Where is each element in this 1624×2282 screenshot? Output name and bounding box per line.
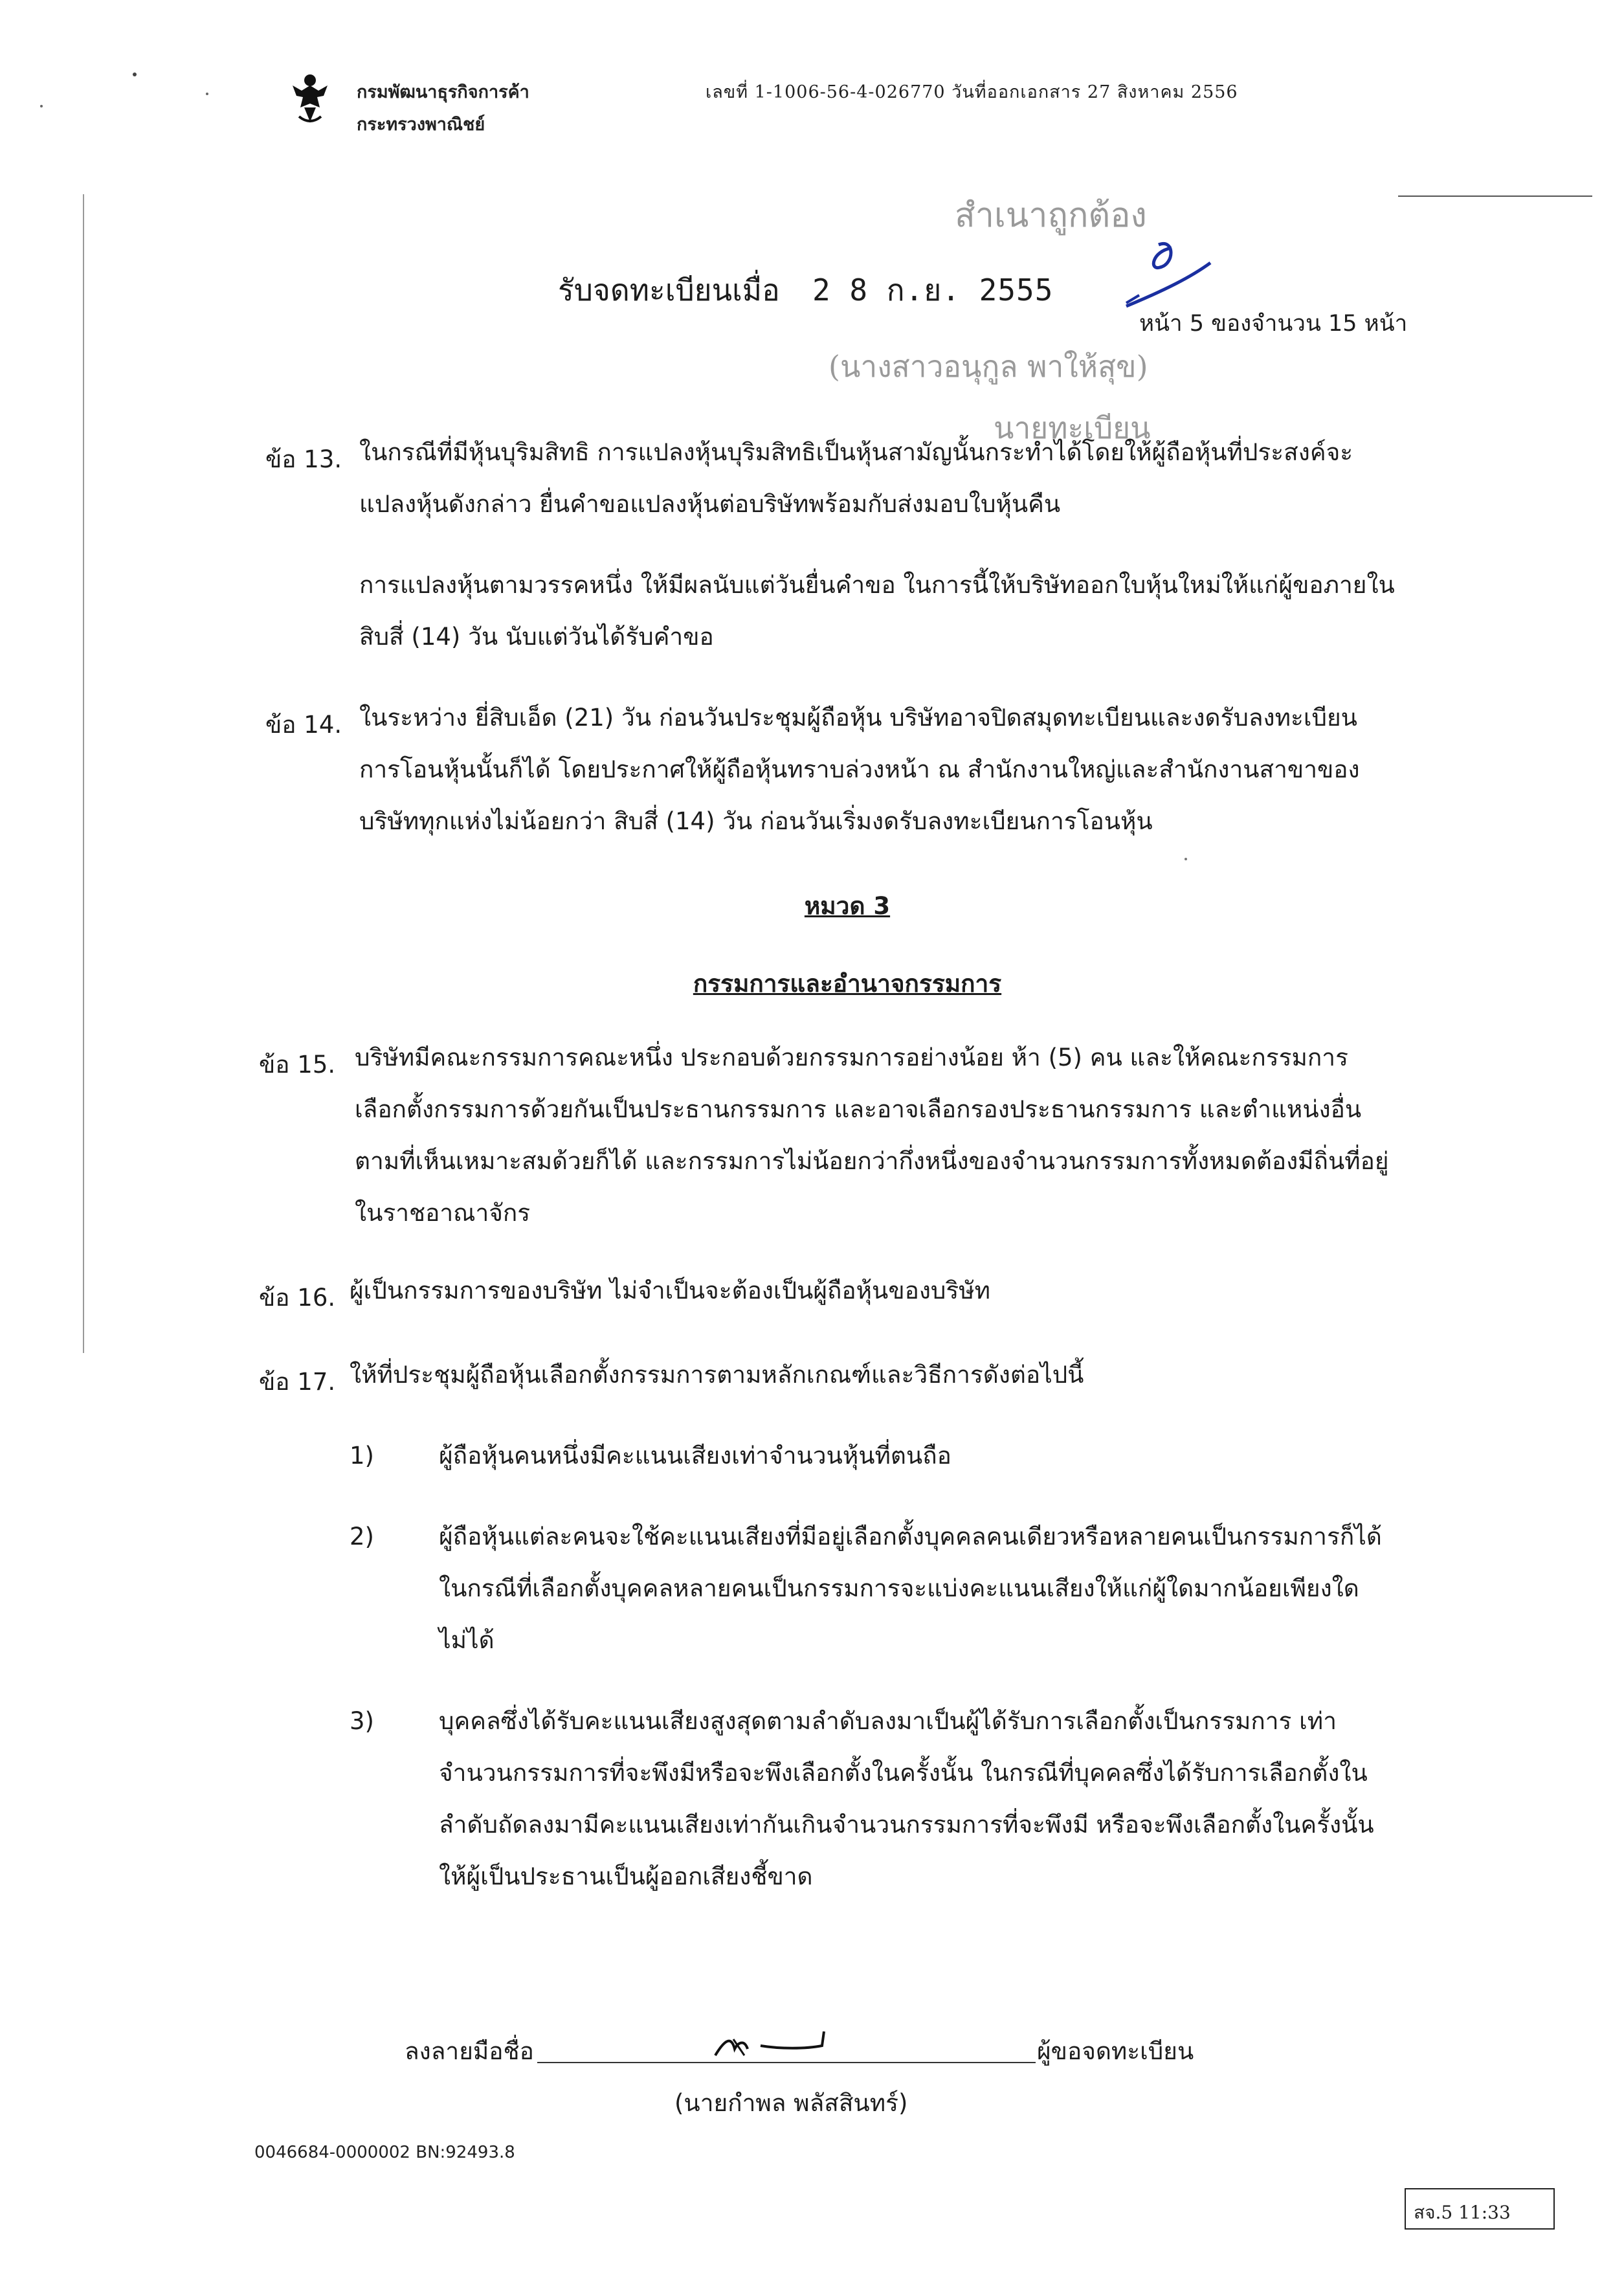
scan-speck bbox=[133, 73, 137, 76]
handwritten-signature bbox=[709, 2020, 838, 2065]
clause-13-line: ในกรณีที่มีหุ้นบุริมสิทธิ การแปลงหุ้นบุริมสิทธิเป็นหุ้นสามัญนั้นกระทำได้โดยให้ผู้ถือหุ้นที่ประสงค์จะ bbox=[359, 438, 1353, 466]
signatory-name: (นายกำพล พลัสสินทร์) bbox=[674, 2089, 908, 2117]
clause-17-item-line: ผู้ถือหุ้นแต่ละคนจะใช้คะแนนเสียงที่มีอยู่เลือกตั้งบุคคลคนเดียวหรือหลายคนเป็นกรรมการก็ได้ bbox=[439, 1523, 1382, 1550]
clause-17-item-number: 1) bbox=[350, 1442, 374, 1470]
clause-17-item-line: ในกรณีที่เลือกตั้งบุคคลหลายคนเป็นกรรมการจะแบ่งคะแนนเสียงให้แก่ผู้ใดมากน้อยเพียงใด bbox=[439, 1574, 1359, 1602]
clause-17-item-line: ผู้ถือหุ้นคนหนึ่งมีคะแนนเสียงเท่าจำนวนหุ้นที่ตนถือ bbox=[439, 1442, 951, 1470]
clause-15-line: เลือกตั้งกรรมการด้วยกันเป็นประธานกรรมการ และอาจเลือกรองประธานกรรมการ และตำแหน่งอื่น bbox=[355, 1095, 1362, 1123]
clause-16-line: ผู้เป็นกรรมการของบริษัท ไม่จำเป็นจะต้องเป็นผู้ถือหุ้นของบริษัท bbox=[350, 1277, 991, 1304]
clause-16-number: ข้อ 16. bbox=[259, 1284, 336, 1312]
clause-17-item-line: ลำดับถัดลงมามีคะแนนเสียงเท่ากันเกินจำนวนกรรมการที่จะพึงมี หรือจะพึงเลือกตั้งในครั้งนั้น bbox=[439, 1811, 1374, 1839]
clause-15-line: ในราชอาณาจักร bbox=[355, 1199, 531, 1227]
clause-15-line: บริษัทมีคณะกรรมการคณะหนึ่ง ประกอบด้วยกรรมการอย่างน้อย ห้า (5) คน และให้คณะกรรมการ bbox=[355, 1044, 1348, 1071]
clause-14-line: บริษัททุกแห่งไม่น้อยกว่า สิบสี่ (14) วัน ก่อนวันเริ่มงดรับลงทะเบียนการโอนหุ้น bbox=[359, 807, 1153, 835]
clause-17-item-line: ไม่ได้ bbox=[439, 1626, 495, 1654]
garuda-emblem-icon bbox=[290, 71, 330, 126]
clause-17-item-number: 2) bbox=[350, 1523, 374, 1550]
clause-14-line: การโอนหุ้นนั้นก็ได้ โดยประกาศให้ผู้ถือหุ้นทราบล่วงหน้า ณ สำนักงานใหญ่และสำนักงานสาขาของ bbox=[359, 755, 1360, 783]
clause-17-line: ให้ที่ประชุมผู้ถือหุ้นเลือกตั้งกรรมการตามหลักเกณฑ์และวิธีการดังต่อไปนี้ bbox=[350, 1361, 1084, 1389]
clause-13-para2-line: สิบสี่ (14) วัน นับแต่วันได้รับคำขอ bbox=[359, 623, 714, 651]
scan-speck bbox=[1185, 858, 1187, 860]
chapter-heading: หมวด 3 bbox=[804, 892, 891, 920]
clause-14-number: ข้อ 14. bbox=[265, 711, 342, 739]
scan-speck bbox=[206, 93, 208, 95]
page-number-info: หน้า 5 ของจำนวน 15 หน้า bbox=[1139, 311, 1408, 337]
registration-label: รับจดทะเบียนเมื่อ bbox=[558, 273, 780, 308]
clause-17-item-number: 3) bbox=[350, 1707, 374, 1735]
clause-13-para2-line: การแปลงหุ้นตามวรรคหนึ่ง ให้มีผลนับแต่วันยื่นคำขอ ในการนี้ให้บริษัทออกใบหุ้นใหม่ให้แก่ผู้ขอภายใน bbox=[359, 571, 1395, 599]
signature-label: ลงลายมือชื่อ bbox=[405, 2037, 534, 2065]
clause-17-item-line: บุคคลซึ่งได้รับคะแนนเสียงสูงสุดตามลำดับลงมาเป็นผู้ได้รับการเลือกตั้งเป็นกรรมการ เท่า bbox=[439, 1707, 1337, 1735]
registration-date: 2 8 ก.ย. 2555 bbox=[812, 273, 1054, 308]
top-right-rule bbox=[1398, 196, 1592, 197]
scan-speck bbox=[40, 105, 43, 107]
blue-signature-mark bbox=[1113, 219, 1230, 316]
document-code: 0046684-0000002 BN:92493.8 bbox=[254, 2143, 515, 2162]
chapter-title: กรรมการและอำนาจกรรมการ bbox=[693, 970, 1002, 998]
form-stamp-box bbox=[1405, 2188, 1555, 2230]
certified-copy-stamp: สำเนาถูกต้อง bbox=[955, 196, 1147, 235]
registrar-name-stamp: (นางสาวอนุกูล พาให้สุข) bbox=[829, 349, 1148, 384]
form-stamp-text: สจ.5 11:33 bbox=[1414, 2202, 1511, 2223]
left-margin-line bbox=[83, 194, 84, 1353]
ministry-name: กระทรวงพาณิชย์ bbox=[357, 115, 485, 135]
clause-13-number: ข้อ 13. bbox=[265, 445, 342, 473]
clause-17-number: ข้อ 17. bbox=[259, 1368, 336, 1396]
clause-13-line: แปลงหุ้นดังกล่าว ยื่นคำขอแปลงหุ้นต่อบริษัทพร้อมกับส่งมอบใบหุ้นคืน bbox=[359, 490, 1061, 518]
clause-17-item-line: จำนวนกรรมการที่จะพึงมีหรือจะพึงเลือกตั้งในครั้งนั้น ในกรณีที่บุคคลซึ่งได้รับการเลือกตั้งใน bbox=[439, 1759, 1368, 1787]
clause-17-item-line: ให้ผู้เป็นประธานเป็นผู้ออกเสียงชี้ขาด bbox=[439, 1863, 813, 1890]
clause-15-number: ข้อ 15. bbox=[259, 1051, 336, 1079]
clause-14-line: ในระหว่าง ยี่สิบเอ็ด (21) วัน ก่อนวันประชุมผู้ถือหุ้น บริษัทอาจปิดสมุดทะเบียนและงดรับลงทะเบียน bbox=[359, 704, 1357, 732]
department-name: กรมพัฒนาธุรกิจการค้า bbox=[357, 82, 529, 102]
clause-15-line: ตามที่เห็นเหมาะสมด้วยก็ได้ และกรรมการไม่น้อยกว่ากึ่งหนึ่งของจำนวนกรรมการทั้งหมดต้องมีถิ่นที่อยู่ bbox=[355, 1147, 1389, 1175]
document-reference: เลขที่ 1-1006-56-4-026770 วันที่ออกเอกสาร 27 สิงหาคม 2556 bbox=[706, 82, 1238, 102]
registrar-title-stamp: นายทะเบียน bbox=[994, 410, 1151, 445]
signature-role: ผู้ขอจดทะเบียน bbox=[1037, 2037, 1194, 2065]
